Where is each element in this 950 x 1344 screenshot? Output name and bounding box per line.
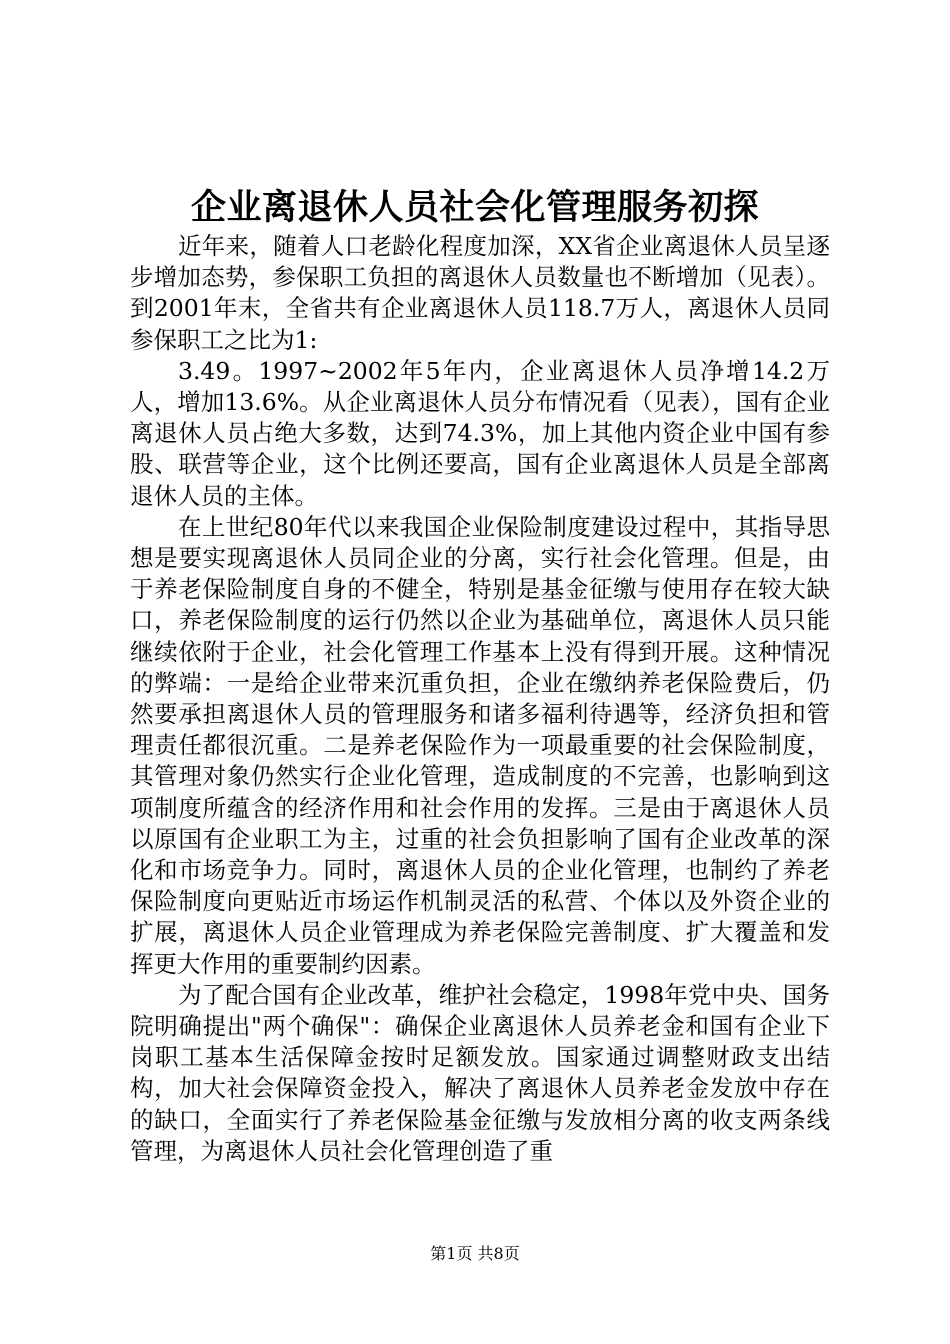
document-title: 企业离退休人员社会化管理服务初探 bbox=[190, 187, 759, 228]
document-body bbox=[130, 231, 830, 1167]
page-number-footer: 第1页 共8页 bbox=[430, 1244, 520, 1263]
body-paragraph: 3.49。1997~2002年5年内，企业离退休人员净增14.2万人，增加13.6%。从企业离退休人员分布情况看（见表），国有企业离退休人员占绝大多数，达到74.3%，加上其他内资企业中国有参股、联营等企业，这个比例还要高，国有企业离退休人员是全部离退休人员的主体。 bbox=[130, 356, 830, 510]
body-paragraph: 为了配合国有企业改革，维护社会稳定，1998年党中央、国务院明确提出"两个确保"：确保企业离退休人员养老金和国有企业下岗职工基本生活保障金按时足额发放。国家通过调整财政支出结构，加大社会保障资金投入，解决了离退休人员养老金发放中存在的缺口，全面实行了养老保险基金征缴与发放相分离的收支两条线管理，为离退休人员社会化管理创造了重 bbox=[130, 980, 830, 1165]
body-paragraph: 近年来，随着人口老龄化程度加深，XX省企业离退休人员呈逐步增加态势，参保职工负担的离退休人员数量也不断增加（见表）。到2001年末，全省共有企业离退休人员118.7万人，离退休人员同参保职工之比为1: bbox=[130, 232, 830, 354]
body-paragraph: 在上世纪80年代以来我国企业保险制度建设过程中，其指导思想是要实现离退休人员同企业的分离，实行社会化管理。但是，由于养老保险制度自身的不健全，特别是基金征缴与使用存在较大缺口，养老保险制度的运行仍然以企业为基础单位，离退休人员只能继续依附于企业，社会化管理工作基本上没有得到开展。这种情况的弊端：一是给企业带来沉重负担，企业在缴纳养老保险费后，仍然要承担离退休人员的管理服务和诸多福利待遇等，经济负担和管理责任都很沉重。二是养老保险作为一项最重要的社会保险制度，其管理对象仍然实行企业化管理，造成制度的不完善，也影响到这项制度所蕴含的经济作用和社会作用的发挥。三是由于离退休人员以原国有企业职工为主，过重的社会负担影响了国有企业改革的深化和市场竞争力。同时，离退休人员的企业化管理，也制约了养老保险制度向更贴近市场运作机制灵活的私营、个体以及外资企业的扩展，离退休人员企业管理成为养老保险完善制度、扩大覆盖和发挥更大作用的重要制约因素。 bbox=[130, 512, 830, 978]
